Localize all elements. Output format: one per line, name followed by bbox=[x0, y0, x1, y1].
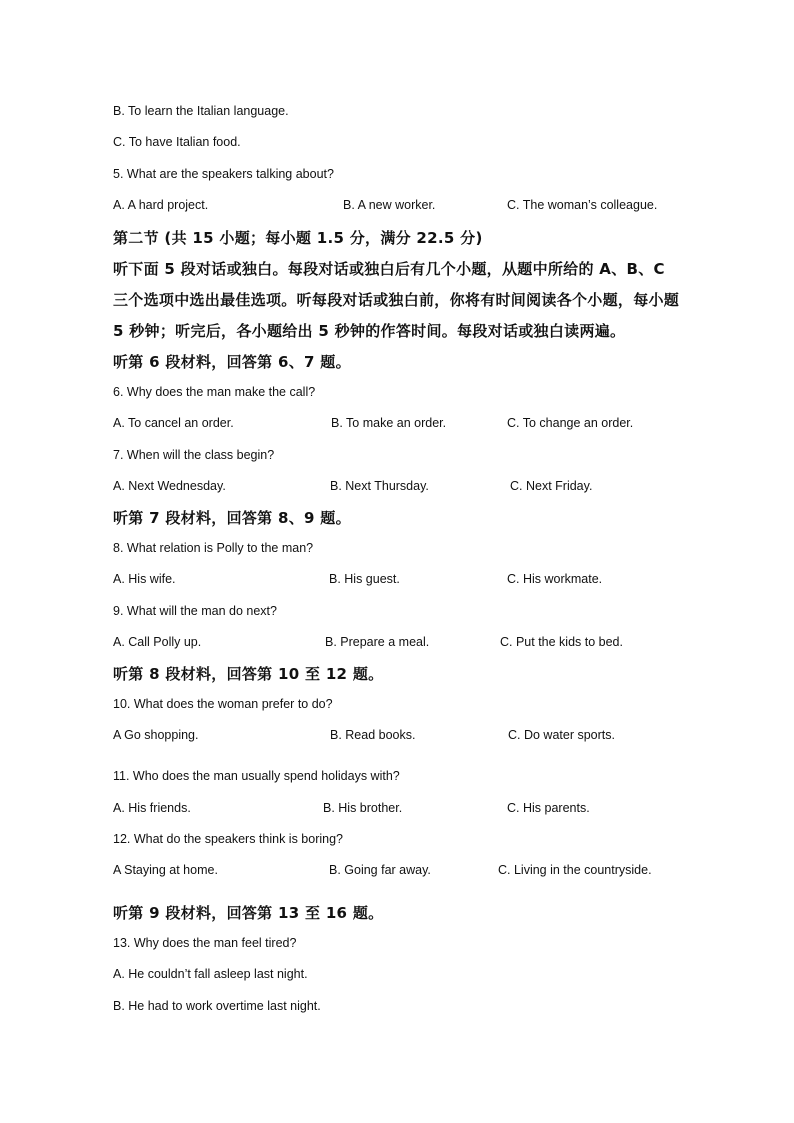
material-heading: 听第 6 段材料，回答第 6、7 题。 bbox=[113, 353, 351, 371]
option-text: B. To learn the Italian language. bbox=[113, 104, 289, 118]
option-b: B. Prepare a meal. bbox=[325, 635, 430, 649]
material-heading: 听第 8 段材料，回答第 10 至 12 题。 bbox=[113, 665, 384, 683]
question-9: 9. What will the man do next? bbox=[113, 604, 277, 618]
option-c: C. Do water sports. bbox=[508, 728, 615, 742]
material-heading: 听第 9 段材料，回答第 13 至 16 题。 bbox=[113, 904, 384, 922]
option-c: C. The woman’s colleague. bbox=[507, 198, 658, 212]
option-b: B. Read books. bbox=[330, 728, 416, 742]
option-a: A Staying at home. bbox=[113, 863, 218, 877]
option-a: A Go shopping. bbox=[113, 728, 199, 742]
option-c: C. His parents. bbox=[507, 801, 590, 815]
option-c: C. Next Friday. bbox=[510, 479, 593, 493]
option-c: C. His workmate. bbox=[507, 572, 603, 586]
section-heading: 第二节 (共 15 小题；每小题 1.5 分，满分 22.5 分) bbox=[113, 229, 483, 247]
option-b: B. His guest. bbox=[329, 572, 400, 586]
option-b: B. Going far away. bbox=[329, 863, 431, 877]
option-b: B. To make an order. bbox=[331, 416, 447, 430]
option-c: C. Living in the countryside. bbox=[498, 863, 652, 877]
question-8: 8. What relation is Polly to the man? bbox=[113, 541, 314, 555]
option-b: B. A new worker. bbox=[343, 198, 436, 212]
option-a: A. His friends. bbox=[113, 801, 191, 815]
option-a: A. Call Polly up. bbox=[113, 635, 202, 649]
question-5: 5. What are the speakers talking about? bbox=[113, 167, 334, 181]
option-b: B. His brother. bbox=[323, 801, 403, 815]
instruction-line: 听下面 5 段对话或独白。每段对话或独白后有几个小题，从题中所给的 A、B、C bbox=[113, 260, 665, 278]
option-text: C. To have Italian food. bbox=[113, 135, 241, 149]
question-10: 10. What does the woman prefer to do? bbox=[113, 697, 333, 711]
option-c: C. Put the kids to bed. bbox=[500, 635, 623, 649]
instruction-line: 三个选项中选出最佳选项。听每段对话或独白前，你将有时间阅读各个小题，每小题 bbox=[113, 291, 680, 309]
option-a: A. A hard project. bbox=[113, 198, 209, 212]
question-13: 13. Why does the man feel tired? bbox=[113, 936, 297, 950]
question-6: 6. Why does the man make the call? bbox=[113, 385, 316, 399]
instruction-line: 5 秒钟；听完后，各小题给出 5 秒钟的作答时间。每段对话或独白读两遍。 bbox=[113, 322, 626, 340]
option-a: A. His wife. bbox=[113, 572, 176, 586]
option-a: A. Next Wednesday. bbox=[113, 479, 226, 493]
option-text: B. He had to work overtime last night. bbox=[113, 999, 321, 1013]
option-c: C. To change an order. bbox=[507, 416, 634, 430]
question-11: 11. Who does the man usually spend holidays with? bbox=[113, 769, 400, 783]
option-b: B. Next Thursday. bbox=[330, 479, 429, 493]
material-heading: 听第 7 段材料，回答第 8、9 题。 bbox=[113, 509, 351, 527]
question-7: 7. When will the class begin? bbox=[113, 448, 275, 462]
option-text: A. He couldn’t fall asleep last night. bbox=[113, 967, 308, 981]
option-a: A. To cancel an order. bbox=[113, 416, 234, 430]
question-12: 12. What do the speakers think is boring? bbox=[113, 832, 343, 846]
